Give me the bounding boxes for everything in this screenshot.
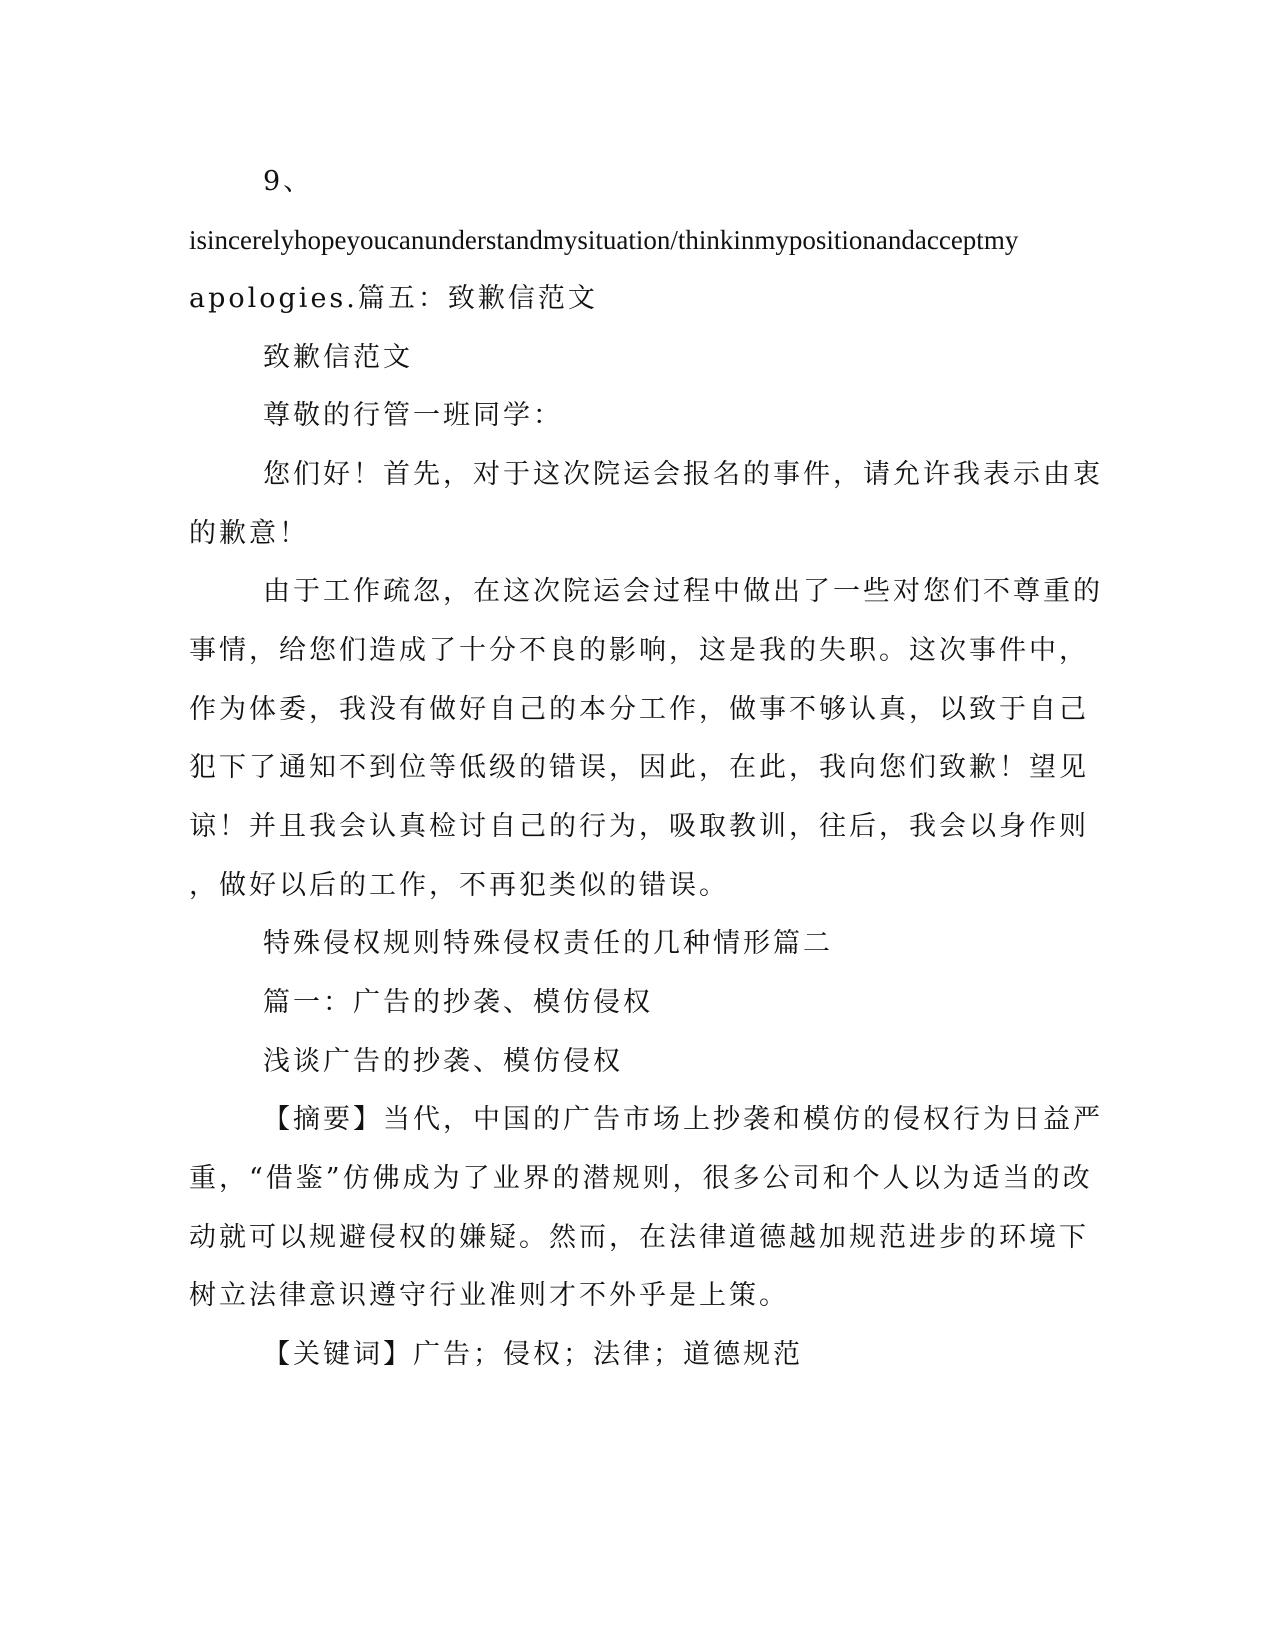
paragraph-line: ，做好以后的工作，不再犯类似的错误。 [189,870,729,901]
article-title: 浅谈广告的抄袭、模仿侵权 [263,1046,623,1077]
paragraph-line: 谅！并且我会认真检讨自己的行为，吸取教训，往后，我会以身作则 [189,811,1089,842]
abstract-line: 树立法律意识遵守行业准则才不外乎是上策。 [189,1280,789,1311]
paragraph-line: 由于工作疏忽，在这次院运会过程中做出了一些对您们不尊重的 [263,576,1103,607]
list-number: 9、 [263,166,314,197]
paragraph-line: 作为体委，我没有做好自己的本分工作，做事不够认真，以致于自己 [189,694,1089,725]
paragraph-line: 的歉意！ [189,518,309,549]
abstract-line: 【摘要】当代，中国的广告市场上抄袭和模仿的侵权行为日益严 [263,1104,1103,1135]
paragraph-line: 您们好！首先，对于这次院运会报名的事件，请允许我表示由衷 [263,459,1103,490]
english-sentence: isincerelyhopeyoucanunderstandmysituation/thinkinmypositionandacceptmy [189,225,1019,255]
section-title: 特殊侵权规则特殊侵权责任的几种情形篇二 [263,928,833,959]
section-heading-line: apologies.篇五：致歉信范文 [189,283,598,314]
keywords-line: 【关键词】广告；侵权；法律；道德规范 [263,1339,803,1370]
paragraph-line: 事情，给您们造成了十分不良的影响，这是我的失职。这次事件中， [189,635,1089,666]
abstract-line: 动就可以规避侵权的嫌疑。然而，在法律道德越加规范进步的环境下 [189,1222,1089,1253]
paragraph-line: 犯下了通知不到位等低级的错误，因此，在此，我向您们致歉！望见 [189,752,1089,783]
salutation: 尊敬的行管一班同学： [263,400,563,431]
section-subtitle: 篇一：广告的抄袭、模仿侵权 [263,987,653,1018]
letter-title: 致歉信范文 [263,342,413,373]
abstract-line: 重，“借鉴”仿佛成为了业界的潜规则，很多公司和个人以为适当的改 [189,1163,1093,1194]
